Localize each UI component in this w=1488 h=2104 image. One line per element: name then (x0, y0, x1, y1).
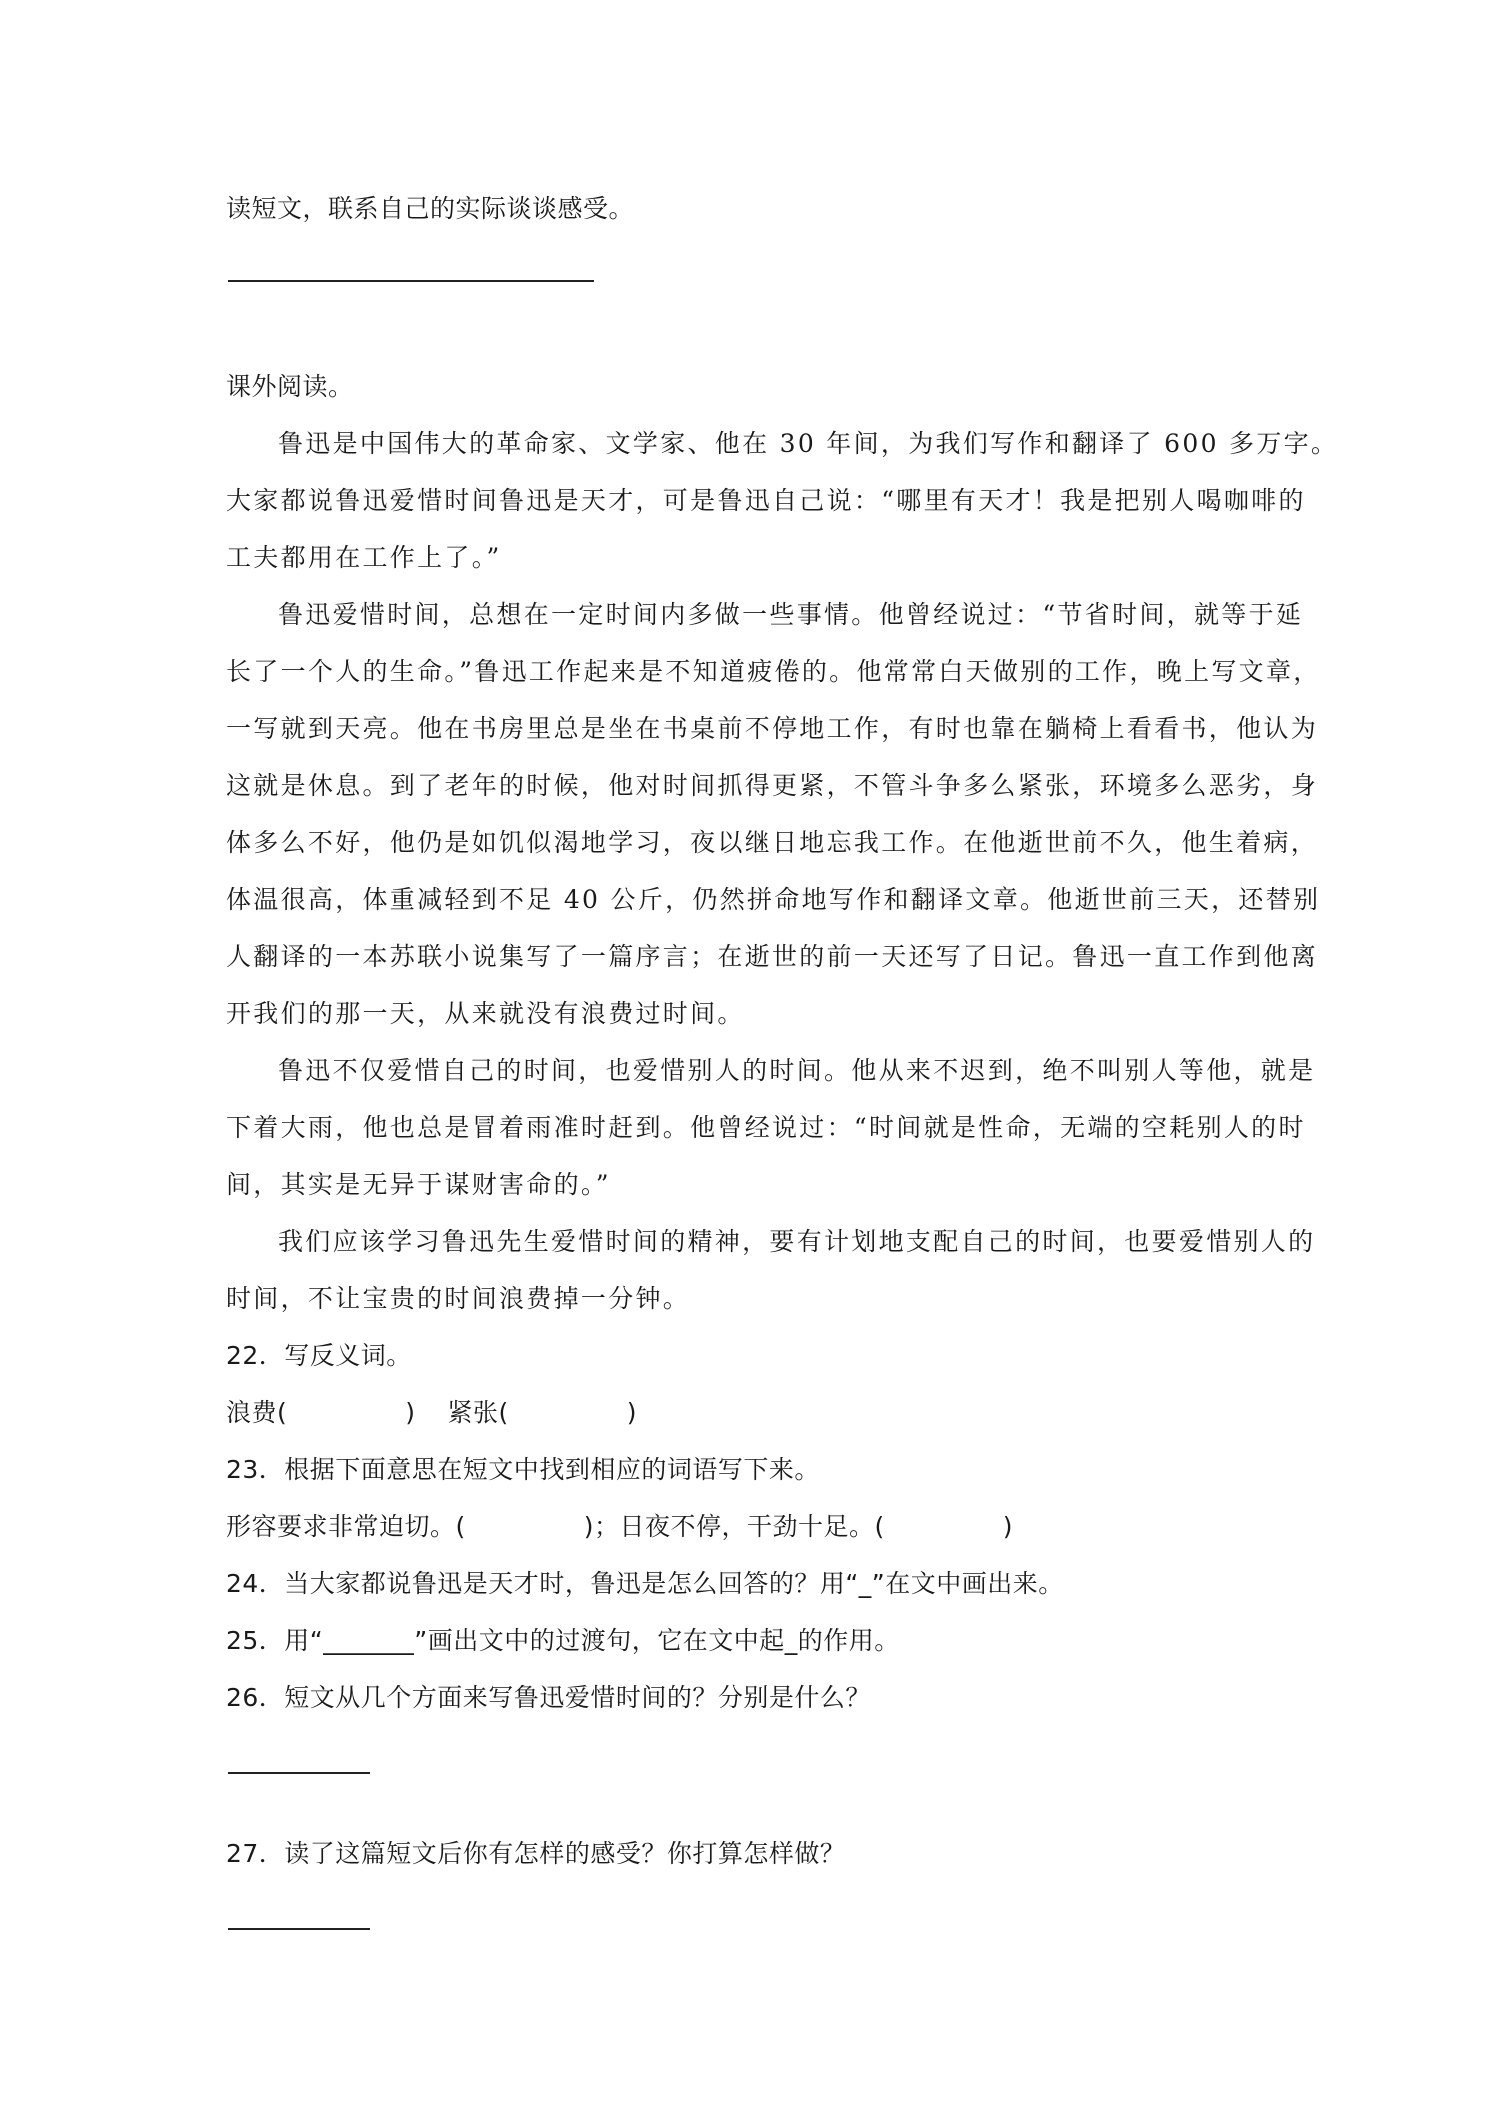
q23-close: ) (1002, 1512, 1014, 1541)
q21-prompt: 读短文，联系自己的实际谈谈感受。 (226, 194, 635, 223)
passage-line: 大家都说鲁迅爱惜时间鲁迅是天才，可是鲁迅自己说：“哪里有天才！我是把别人喝咖啡的 (226, 486, 1306, 515)
passage-line: 体温很高，体重减轻到不足 40 公斤，仍然拼命地写作和翻译文章。他逝世前三天，还替别 (226, 885, 1321, 914)
q21-answer-line[interactable] (228, 280, 594, 282)
passage-line: 间，其实是无异于谋财害命的。” (226, 1170, 611, 1199)
q26-text: 26．短文从几个方面来写鲁迅爱惜时间的？分别是什么？ (226, 1683, 871, 1712)
q22-close2: ) (626, 1398, 638, 1427)
reading-heading: 课外阅读。 (226, 372, 354, 401)
passage-line: 人翻译的一本苏联小说集写了一篇序言；在逝世的前一天还写了日记。鲁迅一直工作到他离 (226, 942, 1319, 971)
passage-line: 工夫都用在工作上了。” (226, 543, 502, 572)
passage-line: 体多么不好，他仍是如饥似渴地学习，夜以继日地忘我工作。在他逝世前不久，他生着病， (226, 828, 1319, 857)
passage-line: 鲁迅不仅爱惜自己的时间，也爱惜别人的时间。他从来不迟到，绝不叫别人等他，就是 (278, 1056, 1316, 1085)
passage-line: 我们应该学习鲁迅先生爱惜时间的精神，要有计划地支配自己的时间，也要爱惜别人的 (278, 1227, 1316, 1256)
q22-answers (226, 1396, 637, 1430)
q22-word2: 紧张( (447, 1398, 509, 1427)
q27-text: 27．读了这篇短文后你有怎样的感受？你打算怎样做？ (226, 1839, 846, 1868)
passage-line: 下着大雨，他也总是冒着雨准时赶到。他曾经说过：“时间就是性命，无端的空耗别人的时 (226, 1113, 1306, 1142)
passage-line: 鲁迅是中国伟大的革命家、文学家、他在 30 年间，为我们写作和翻译了 600 多万字。 (278, 429, 1339, 458)
passage-line: 一写就到天亮。他在书房里总是坐在书桌前不停地工作，有时也靠在躺椅上看看书，他认为 (226, 714, 1319, 743)
passage-line: 长了一个人的生命。”鲁迅工作起来是不知道疲倦的。他常常白天做别的工作，晚上写文章， (226, 657, 1321, 686)
q22-close1: ) (405, 1398, 416, 1427)
q25-text: 25．用“_______”画出文中的过渡句，它在文中起_的作用。 (226, 1626, 900, 1655)
passage-line: 时间，不让宝贵的时间浪费掉一分钟。 (226, 1284, 691, 1313)
passage-line: 这就是休息。到了老年的时候，他对时间抓得更紧，不管斗争多么紧张，环境多么恶劣，身 (226, 771, 1319, 800)
passage-line: 鲁迅爱惜时间，总想在一定时间内多做一些事情。他曾经说过：“节省时间，就等于延 (278, 600, 1304, 629)
q24-text: 24．当大家都说鲁迅是天才时，鲁迅是怎么回答的？用“_”在文中画出来。 (226, 1569, 1064, 1598)
q23-def1: 形容要求非常迫切。( (226, 1512, 466, 1541)
q22-word1: 浪费( (226, 1398, 288, 1427)
q27-answer-line[interactable] (228, 1928, 370, 1930)
q22-title: 22．写反义词。 (226, 1341, 412, 1370)
q23-title: 23．根据下面意思在短文中找到相应的词语写下来。 (226, 1455, 820, 1484)
q26-answer-line[interactable] (228, 1772, 370, 1774)
passage-line: 开我们的那一天，从来就没有浪费过时间。 (226, 999, 745, 1028)
q23-answers (226, 1510, 1013, 1544)
q23-def2: )；日夜不停，干劲十足。( (583, 1512, 885, 1541)
